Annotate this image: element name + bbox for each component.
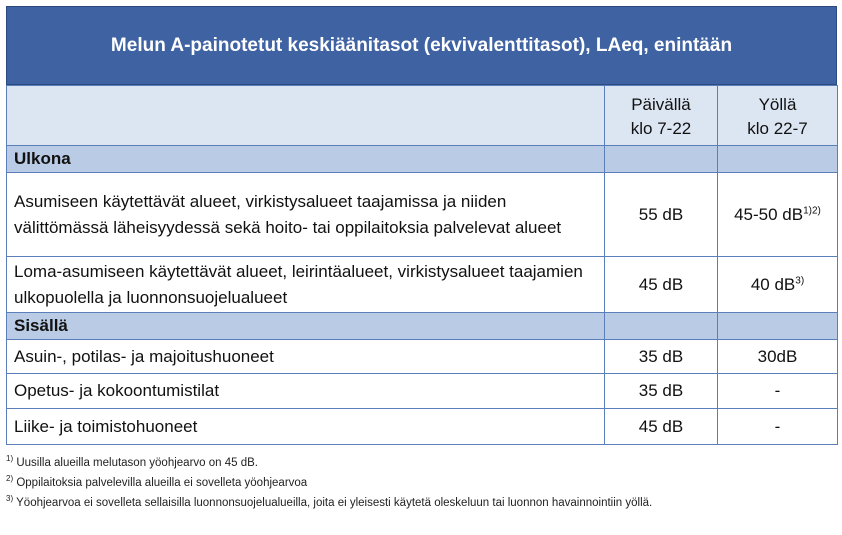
section-blank: [605, 313, 718, 340]
column-header-row: [7, 86, 838, 146]
row-day-value: 45 dB: [605, 257, 718, 313]
row-night-footnote-ref: 1)2): [803, 204, 821, 216]
row-night-value: -: [718, 374, 838, 409]
row-night-footnote-ref: 3): [795, 274, 805, 286]
header-night-line2: klo 22-7: [747, 118, 808, 138]
row-label: Opetus- ja kokoontumistilat: [7, 374, 605, 409]
header-day-line1: Päivällä: [631, 94, 691, 114]
footnotes: [6, 455, 706, 515]
noise-level-table: [6, 6, 837, 445]
row-label: Asumiseen käytettävät alueet, virkistysalueet taajamissa ja niiden välittömässä läheisyydessä sekä hoito- tai oppilaitoksia palvelevat alueet: [7, 173, 605, 257]
footnote-text: Uusilla alueilla melutason yöohjearvo on 45 dB.: [16, 457, 258, 469]
row-day-value: 45 dB: [605, 409, 718, 445]
footnote-1: [6, 455, 706, 471]
row-night-cell: [718, 173, 838, 257]
footnote-mark: 3): [6, 494, 14, 504]
row-night-value: 45-50 dB: [734, 204, 804, 224]
row-day-value: 55 dB: [605, 173, 718, 257]
footnote-mark: 2): [6, 474, 14, 484]
table-row: [7, 409, 838, 445]
footnote-2: [6, 475, 706, 491]
row-day-value: 35 dB: [605, 340, 718, 374]
section-blank: [605, 146, 718, 173]
header-night: [718, 86, 838, 146]
row-night-value: 40 dB: [750, 274, 796, 294]
row-label: Liike- ja toimistohuoneet: [7, 409, 605, 445]
footnote-3: [6, 495, 706, 511]
row-label: Asuin-, potilas- ja majoitushuoneet: [7, 340, 605, 374]
header-night-line1: Yöllä: [758, 94, 797, 114]
header-day: [605, 86, 718, 146]
row-day-value: 35 dB: [605, 374, 718, 409]
noise-table-grid: [6, 85, 838, 445]
footnote-text: Oppilaitoksia palvelevilla alueilla ei sovelleta yöohjearvoa: [16, 477, 308, 489]
table-title: Melun A-painotetut keskiäänitasot (ekvivalenttitasot), LAeq, enintään: [6, 6, 837, 85]
footnote-mark: 1): [6, 454, 14, 464]
table-row: [7, 374, 838, 409]
header-blank-cell: [7, 86, 605, 146]
section-label: Sisällä: [7, 313, 605, 340]
section-blank: [718, 146, 838, 173]
table-row: [7, 173, 838, 257]
section-blank: [718, 313, 838, 340]
row-night-cell: [718, 257, 838, 313]
row-label: Loma-asumiseen käytettävät alueet, leirintäalueet, virkistysalueet taajamien ulkopuolella ja luonnonsuojelualueet: [7, 257, 605, 313]
table-row: [7, 257, 838, 313]
table-row: [7, 340, 838, 374]
section-label: Ulkona: [7, 146, 605, 173]
row-night-value: 30dB: [718, 340, 838, 374]
header-day-line2: klo 7-22: [630, 118, 692, 138]
row-night-value: -: [718, 409, 838, 445]
section-row-ulkona: [7, 146, 838, 173]
section-row-sisalla: [7, 313, 838, 340]
footnote-text: Yöohjearvoa ei sovelleta sellaisilla luonnonsuojelualueilla, joita ei yleisesti käytetä oleskeluun tai luonnon havainnointiin yöllä.: [16, 497, 653, 509]
